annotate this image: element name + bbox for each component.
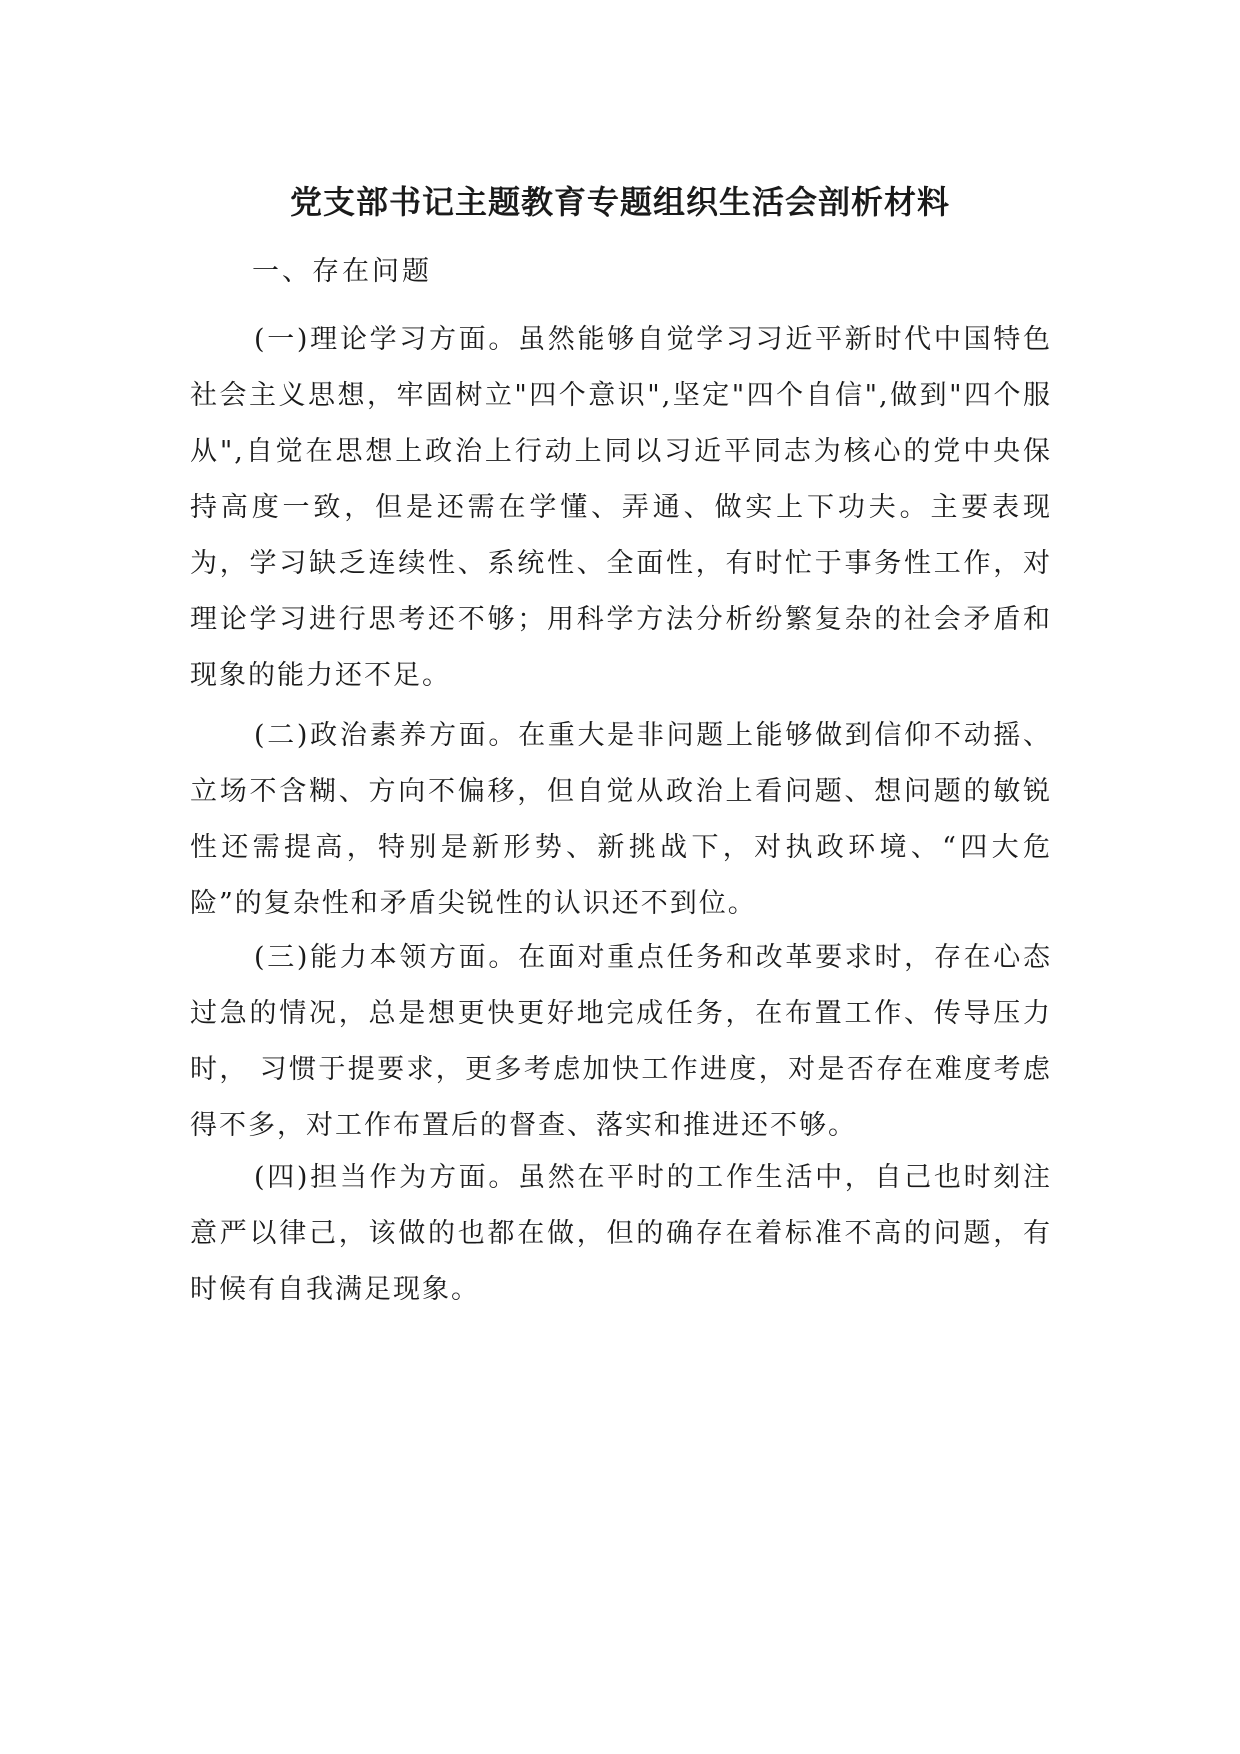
section-heading: 一、存在问题 (252, 256, 432, 287)
document-title: 党支部书记主题教育专题组织生活会剖析材料 (289, 183, 950, 221)
paragraph-responsibility: (四)担当作为方面。虽然在平时的工作生活中，自己也时刻注意严以律己，该做的也都在做，但的确存在着标准不高的问题，有时候有自我满足现象。 (190, 1162, 1052, 1305)
paragraph-theory-study: (一)理论学习方面。虽然能够自觉学习习近平新时代中国特色社会主义思想，牢固树立"四个意识",坚定"四个自信",做到"四个服从",自觉在思想上政治上行动上同以习近平同志为核心的党中央保持高度一致，但是还需在学懂、弄通、做实上下功夫。主要表现为，学习缺乏连续性、系统性、全面性，有时忙于事务性工作，对理论学习进行思考还不够；用科学方法分析纷繁复杂的社会矛盾和现象的能力还不足。 (190, 324, 1052, 691)
paragraph-capability: (三)能力本领方面。在面对重点任务和改革要求时，存在心态过急的情况，总是想更快更好地完成任务，在布置工作、传导压力时， 习惯于提要求，更多考虑加快工作进度，对是否存在难度考虑得不多，对工作布置后的督查、落实和推进还不够。 (190, 942, 1052, 1141)
paragraph-political-quality: (二)政治素养方面。在重大是非问题上能够做到信仰不动摇、立场不含糊、方向不偏移，但自觉从政治上看问题、想问题的敏锐性还需提高，特别是新形势、新挑战下，对执政环境、“四大危险”的复杂性和矛盾尖锐性的认识还不到位。 (190, 720, 1052, 919)
